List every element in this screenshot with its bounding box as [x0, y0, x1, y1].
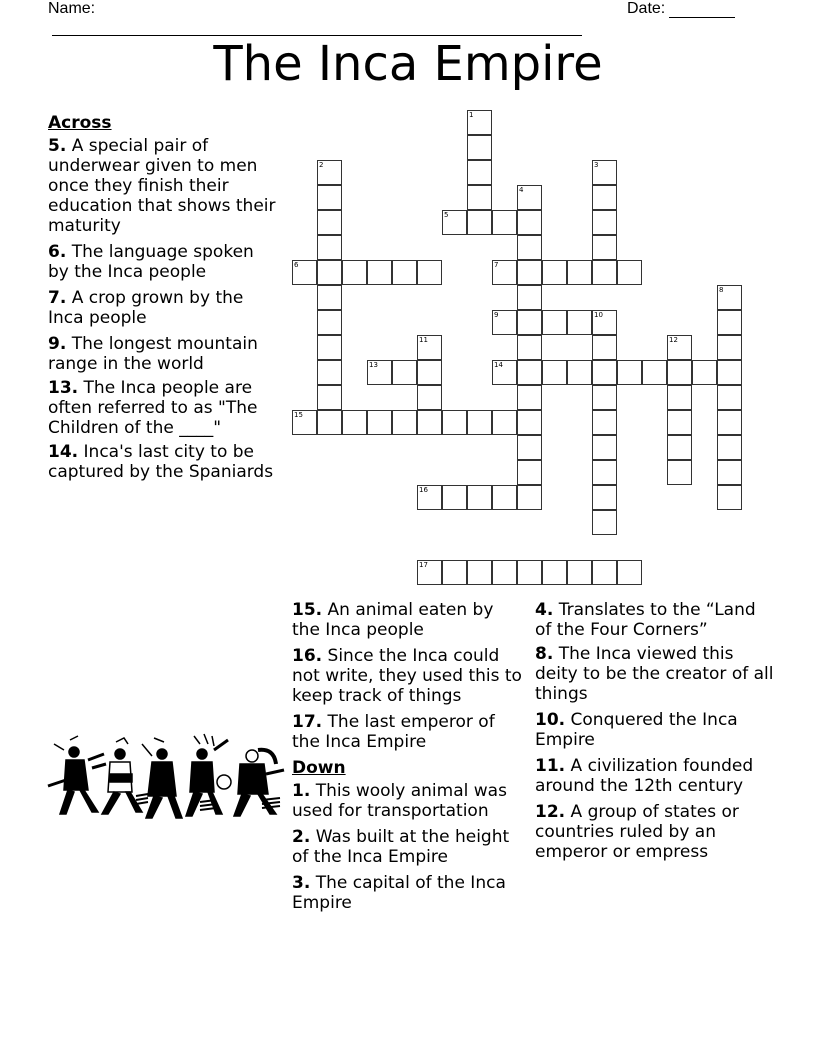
crossword-cell[interactable]: [717, 360, 742, 385]
page-title: The Inca Empire: [213, 36, 603, 92]
clue-number: 7.: [48, 288, 67, 308]
crossword-cell[interactable]: [542, 360, 567, 385]
across-heading: Across: [48, 113, 112, 133]
crossword-cell[interactable]: [467, 185, 492, 210]
crossword-cell[interactable]: [417, 560, 442, 585]
crossword-cell[interactable]: [467, 410, 492, 435]
cell-number: 2: [319, 161, 324, 169]
clue-number: 10.: [535, 710, 566, 730]
crossword-cell[interactable]: [517, 185, 542, 210]
crossword-cell[interactable]: [467, 210, 492, 235]
clue-text: The language spoken by the Inca people: [48, 242, 254, 282]
crossword-cell[interactable]: [417, 485, 442, 510]
crossword-cell[interactable]: [567, 560, 592, 585]
cell-number: 15: [294, 411, 303, 419]
crossword-cell[interactable]: [317, 410, 342, 435]
clue-text: Translates to the “Land of the Four Corners”: [535, 600, 756, 640]
crossword-cell[interactable]: [292, 260, 317, 285]
crossword-cell[interactable]: [592, 510, 617, 535]
crossword-cell[interactable]: [592, 235, 617, 260]
crossword-cell[interactable]: [642, 360, 667, 385]
crossword-cell[interactable]: [317, 335, 342, 360]
crossword-cell[interactable]: [492, 360, 517, 385]
crossword-cell[interactable]: [592, 410, 617, 435]
crossword-cell[interactable]: [492, 310, 517, 335]
crossword-cell[interactable]: [717, 485, 742, 510]
crossword-cell[interactable]: [317, 185, 342, 210]
clue-text: The last emperor of the Inca Empire: [292, 712, 495, 752]
crossword-cell[interactable]: [617, 260, 642, 285]
crossword-cell[interactable]: [592, 185, 617, 210]
crossword-cell[interactable]: [592, 310, 617, 335]
crossword-cell[interactable]: [492, 410, 517, 435]
crossword-cell[interactable]: [317, 260, 342, 285]
crossword-cell[interactable]: [467, 560, 492, 585]
crossword-cell[interactable]: [517, 560, 542, 585]
clue-number: 16.: [292, 646, 323, 666]
crossword-cell[interactable]: [592, 460, 617, 485]
crossword-cell[interactable]: [592, 435, 617, 460]
clue-across-6: [48, 242, 280, 282]
crossword-cell[interactable]: [317, 235, 342, 260]
clue-text: The Inca people are often referred to as "The Children of the ____": [48, 378, 258, 438]
cell-number: 1: [469, 111, 474, 119]
crossword-cell[interactable]: [717, 335, 742, 360]
date-label: Date:: [627, 0, 666, 17]
clue-number: 13.: [48, 378, 79, 398]
clue-number: 4.: [535, 600, 554, 620]
crossword-cell[interactable]: [517, 485, 542, 510]
crossword-cell[interactable]: [392, 410, 417, 435]
clue-text: A crop grown by the Inca people: [48, 288, 244, 328]
clue-text: A group of states or countries ruled by an emperor or empress: [535, 802, 739, 862]
clue-text: The longest mountain range in the world: [48, 334, 258, 374]
crossword-cell[interactable]: [592, 360, 617, 385]
crossword-cell[interactable]: [542, 560, 567, 585]
crossword-cell[interactable]: [517, 235, 542, 260]
crossword-cell[interactable]: [517, 460, 542, 485]
clue-number: 3.: [292, 873, 311, 893]
clue-number: 14.: [48, 442, 79, 462]
crossword-cell[interactable]: [367, 410, 392, 435]
clue-down-8: [535, 644, 775, 704]
crossword-cell[interactable]: [617, 560, 642, 585]
date-field[interactable]: [627, 0, 735, 18]
clue-text: An animal eaten by the Inca people: [292, 600, 494, 640]
crossword-cell[interactable]: [667, 335, 692, 360]
clue-text: Inca's last city to be captured by the Spaniards: [48, 442, 274, 482]
crossword-cell[interactable]: [717, 435, 742, 460]
crossword-cell[interactable]: [592, 260, 617, 285]
crossword-cell[interactable]: [442, 560, 467, 585]
crossword-cell[interactable]: [317, 360, 342, 385]
crossword-cell[interactable]: [717, 460, 742, 485]
down-heading: Down: [292, 758, 346, 778]
crossword-cell[interactable]: [517, 210, 542, 235]
clue-number: 1.: [292, 781, 311, 801]
cell-number: 14: [494, 361, 503, 369]
name-label: Name:: [48, 0, 96, 17]
crossword-cell[interactable]: [417, 360, 442, 385]
crossword-cell[interactable]: [542, 260, 567, 285]
crossword-cell[interactable]: [667, 385, 692, 410]
crossword-cell[interactable]: [517, 360, 542, 385]
clue-number: 8.: [535, 644, 554, 664]
clue-text: A civilization founded around the 12th century: [535, 756, 754, 796]
crossword-cell[interactable]: [417, 335, 442, 360]
cell-number: 6: [294, 261, 299, 269]
crossword-cell[interactable]: [492, 485, 517, 510]
crossword-cell[interactable]: [317, 310, 342, 335]
crossword-cell[interactable]: [492, 210, 517, 235]
crossword-cell[interactable]: [467, 160, 492, 185]
crossword-cell[interactable]: [717, 385, 742, 410]
crossword-cell[interactable]: [517, 410, 542, 435]
crossword-cell[interactable]: [567, 360, 592, 385]
clue-down-12: [535, 802, 775, 862]
crossword-cell[interactable]: [467, 135, 492, 160]
crossword-cell[interactable]: [567, 260, 592, 285]
crossword-cell[interactable]: [317, 385, 342, 410]
clue-across-7: [48, 288, 280, 328]
crossword-cell[interactable]: [442, 210, 467, 235]
clue-down-10: [535, 710, 775, 750]
crossword-cell[interactable]: [517, 385, 542, 410]
clue-text: The Inca viewed this deity to be the creator of all things: [535, 644, 774, 704]
cell-number: 17: [419, 561, 428, 569]
clue-across-16: [292, 646, 524, 706]
clue-number: 6.: [48, 242, 67, 262]
cell-number: 7: [494, 261, 499, 269]
clue-across-14: [48, 442, 280, 482]
cell-number: 11: [419, 336, 428, 344]
crossword-cell[interactable]: [692, 360, 717, 385]
crossword-cell[interactable]: [667, 460, 692, 485]
crossword-cell[interactable]: [342, 260, 367, 285]
crossword-cell[interactable]: [592, 335, 617, 360]
crossword-cell[interactable]: [467, 110, 492, 135]
clue-down-1: [292, 781, 524, 821]
cell-number: 16: [419, 486, 428, 494]
crossword-cell[interactable]: [667, 435, 692, 460]
crossword-cell[interactable]: [342, 410, 367, 435]
across-clues-column-1: [48, 113, 280, 488]
clue-number: 5.: [48, 136, 67, 156]
crossword-cell[interactable]: [417, 260, 442, 285]
clue-number: 15.: [292, 600, 323, 620]
crossword-cell[interactable]: [517, 335, 542, 360]
clue-across-5: [48, 136, 280, 236]
clue-text: Was built at the height of the Inca Empire: [292, 827, 510, 867]
clue-number: 11.: [535, 756, 566, 776]
clue-down-3: [292, 873, 524, 913]
crossword-cell[interactable]: [667, 360, 692, 385]
crossword-cell[interactable]: [392, 360, 417, 385]
crossword-cell[interactable]: [392, 260, 417, 285]
crossword-cell[interactable]: [667, 410, 692, 435]
crossword-cell[interactable]: [442, 485, 467, 510]
crossword-cell[interactable]: [442, 410, 467, 435]
clue-text: A special pair of underwear given to men once they finish their education that shows their maturity: [48, 136, 276, 236]
crossword-cell[interactable]: [717, 410, 742, 435]
crossword-cell[interactable]: [592, 160, 617, 185]
crossword-cell[interactable]: [292, 410, 317, 435]
crossword-cell[interactable]: [467, 485, 492, 510]
clues-column-3: [535, 600, 775, 868]
date-blank-line[interactable]: [669, 3, 735, 18]
crossword-cell[interactable]: [317, 160, 342, 185]
clue-text: Conquered the Inca Empire: [535, 710, 738, 750]
crossword-cell[interactable]: [367, 260, 392, 285]
crossword-cell[interactable]: [492, 260, 517, 285]
crossword-cell[interactable]: [517, 285, 542, 310]
cell-number: 9: [494, 311, 499, 319]
cell-number: 3: [594, 161, 599, 169]
crossword-cell[interactable]: [517, 310, 542, 335]
cell-number: 8: [719, 286, 724, 294]
cell-number: 4: [519, 186, 524, 194]
crossword-cell[interactable]: [417, 385, 442, 410]
clues-column-2: [292, 600, 524, 919]
crossword-cell[interactable]: [567, 310, 592, 335]
cell-number: 5: [444, 211, 449, 219]
crossword-cell[interactable]: [592, 210, 617, 235]
crossword-cell[interactable]: [517, 260, 542, 285]
crossword-cell[interactable]: [717, 285, 742, 310]
inca-warriors-illustration: [44, 730, 286, 822]
clue-number: 12.: [535, 802, 566, 822]
crossword-cell[interactable]: [592, 385, 617, 410]
cell-number: 12: [669, 336, 678, 344]
clue-across-15: [292, 600, 524, 640]
crossword-cell[interactable]: [517, 435, 542, 460]
clue-across-17: [292, 712, 524, 752]
crossword-cell[interactable]: [367, 360, 392, 385]
crossword-cell[interactable]: [492, 560, 517, 585]
crossword-cell[interactable]: [592, 560, 617, 585]
crossword-cell[interactable]: [317, 210, 342, 235]
clue-text: This wooly animal was used for transportation: [292, 781, 507, 821]
clue-down-4: [535, 600, 775, 640]
crossword-cell[interactable]: [617, 360, 642, 385]
crossword-cell[interactable]: [317, 285, 342, 310]
clue-number: 9.: [48, 334, 67, 354]
crossword-cell[interactable]: [592, 485, 617, 510]
clue-text: The capital of the Inca Empire: [292, 873, 506, 913]
crossword-cell[interactable]: [417, 410, 442, 435]
clue-text: Since the Inca could not write, they used this to keep track of things: [292, 646, 522, 706]
cell-number: 10: [594, 311, 603, 319]
cell-number: 13: [369, 361, 378, 369]
crossword-cell[interactable]: [542, 310, 567, 335]
crossword-cell[interactable]: [717, 310, 742, 335]
clue-number: 17.: [292, 712, 323, 732]
clue-down-11: [535, 756, 775, 796]
clue-across-13: [48, 378, 280, 438]
clue-number: 2.: [292, 827, 311, 847]
clue-across-9: [48, 334, 280, 374]
name-field[interactable]: [48, 0, 618, 36]
clue-down-2: [292, 827, 524, 867]
